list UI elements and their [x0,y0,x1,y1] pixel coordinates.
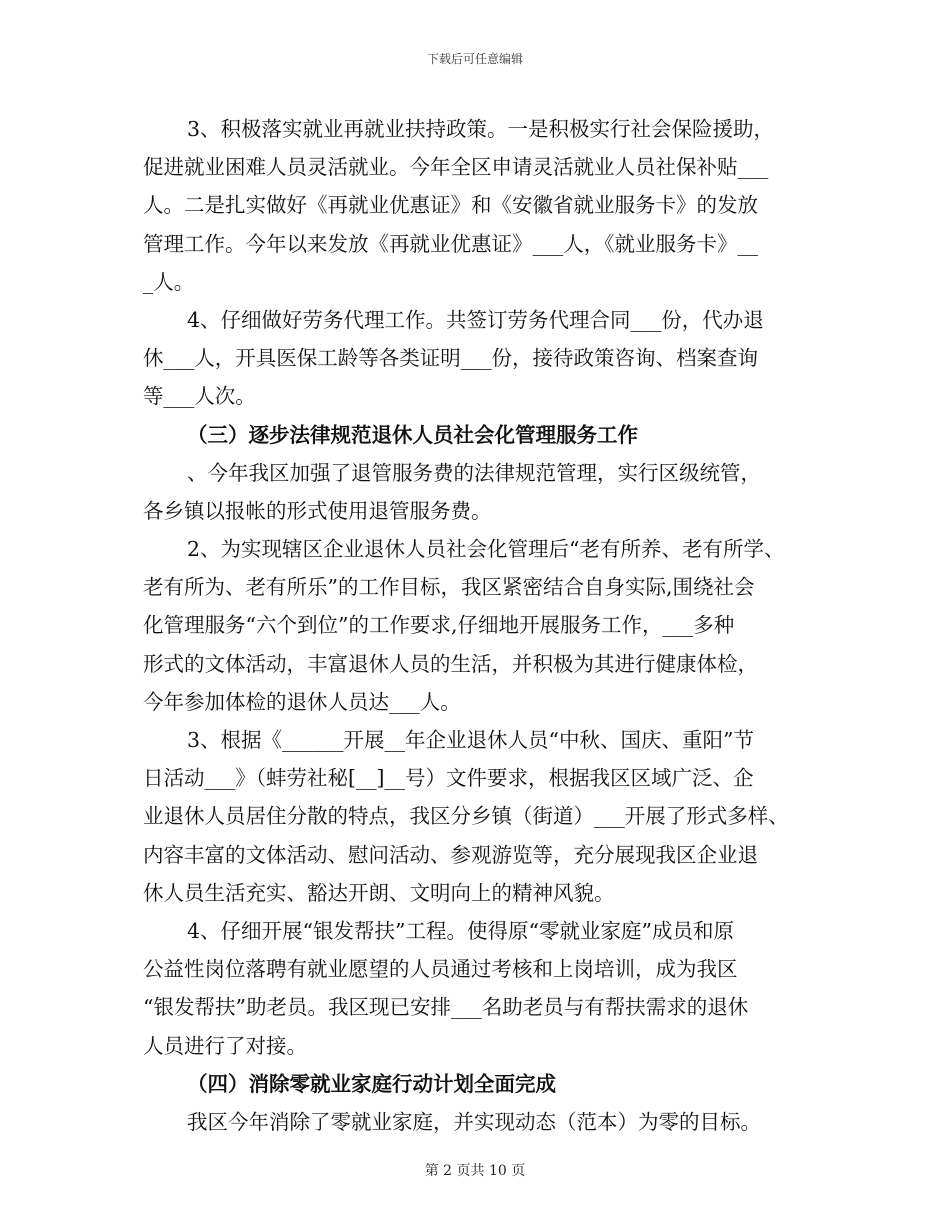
paragraph-line: 老有所为、老有所乐”的工作目标，我区紧密结合自身实际,围绕社会 [143,575,755,600]
paragraph-line: 3、积极落实就业再就业扶持政策。一是积极实行社会保险援助， [187,117,775,141]
paragraph-line: 休人员生活充实、豁达开朗、文明向上的精神风貌。 [143,880,615,905]
paragraph-line: 各乡镇以报帐的形式使用退管服务费。 [143,498,492,523]
paragraph-line: _人。 [143,269,195,294]
document-body [143,110,815,1141]
paragraph-line: 4、仔细做好劳务代理工作。共签订劳务代理合同___份，代办退 [187,307,764,332]
paragraph-line: 今年参加体检的退休人员达___人。 [143,689,461,714]
paragraph-line: 人。二是扎实做好《再就业优惠证》和《安徽省就业服务卡》的发放 [143,193,758,218]
paragraph-line: 化管理服务“六个到位”的工作要求,仔细地开展服务工作，___多种 [143,613,735,638]
paragraph-line: 人员进行了对接。 [143,1033,307,1058]
paragraph-line: “银发帮扶”助老员。我区现已安排___名助老员与有帮扶需求的退休 [143,995,749,1020]
paragraph-line: 业退休人员居住分散的特点，我区分乡镇（街道）___开展了形式多样、 [143,804,789,829]
paragraph-line: 日活动___》（蚌劳社秘[__]__号）文件要求，根据我区区域广泛、企 [143,766,754,791]
paragraph-line: 休___人，开具医保工龄等各类证明___份，接待政策咨询、档案查询 [143,346,758,371]
paragraph-line: 2、为实现辖区企业退休人员社会化管理后“老有所养、老有所学、 [187,537,785,562]
paragraph-line: 公益性岗位落聘有就业愿望的人员通过考核和上岗培训，成为我区 [143,957,738,982]
page-header: 下载后可任意编辑 [426,52,523,66]
paragraph-line: 促进就业困难人员灵活就业。今年全区申请灵活就业人员社保补贴___ [143,155,769,180]
paragraph-line: 等___人次。 [143,384,256,409]
paragraph-line: 形式的文体活动，丰富退休人员的生活，并积极为其进行健康体检， [143,651,758,676]
paragraph-line: 3、根据《______开展__年企业退休人员“中秋、国庆、重阳”节 [187,728,755,752]
paragraph-line: 、今年我区加强了退管服务费的法律规范管理，实行区级统管， [187,460,761,485]
section-heading: （三）逐步法律规范退休人员社会化管理服务工作 [187,422,638,447]
paragraph-line: 管理工作。今年以来发放《再就业优惠证》___人，《就业服务卡》__ [143,231,758,256]
paragraph-line: 内容丰富的文体活动、慰问活动、参观游览等，充分展现我区企业退 [143,842,758,867]
page-footer: 第 2 页共 10 页 [424,1163,526,1179]
section-heading: （四）消除零就业家庭行动计划全面完成 [187,1071,556,1096]
paragraph-line: 我区今年消除了零就业家庭，并实现动态（范本）为零的目标。 [187,1109,761,1134]
paragraph-line: 4、仔细开展“银发帮扶”工程。使得原“零就业家庭”成员和原 [187,918,734,943]
